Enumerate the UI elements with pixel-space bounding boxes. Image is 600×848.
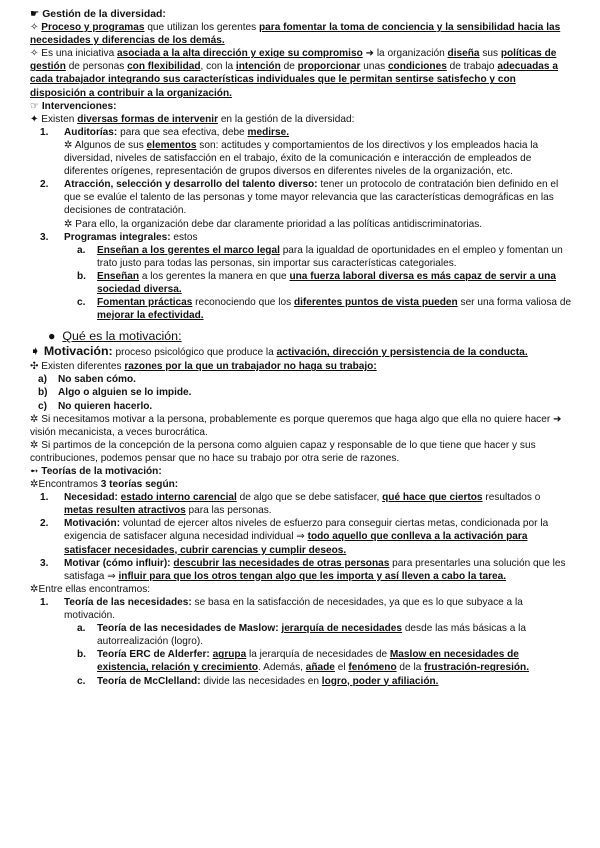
list-item-motivation: 2. Motivación: voluntad de ejercer altos niveles de esfuerzo para conseguir ciertas metas, condicionada por la exigencia de satisfacer alguna necesidad individual ⇒ todo aquello que conlleva a la activación para satisfacer necesidades, cubrir carencias y cumplir deseos. xyxy=(40,518,549,556)
asterisk-icon: ✲ xyxy=(30,479,39,491)
hand-icon: ☞ xyxy=(30,100,40,112)
paragraph-initiative: ✧ Es una iniciativa asociada a la alta dirección y exige su compromiso ➜ la organización diseña sus políticas de gestión de personas con flexibilidad, con la intención de proporcionar unas condiciones de trabajo adecuadas a cada trabajador integrando sus características individuales que le permitan sentirse satisfecho y con disposición a contribuir a la organización. xyxy=(30,48,558,99)
paragraph-motivation-definition: ➧ Motivación: proceso psicológico que produce la activación, dirección y persistencia de la conducta. xyxy=(30,344,528,359)
cross-icon: ✣ xyxy=(30,361,39,373)
asterisk-icon: ✲ xyxy=(64,139,73,151)
sub-item-mcclelland: c. Teoría de McClelland: divide las necesidades en logro, poder y afiliación. xyxy=(77,675,439,687)
paragraph-among: ✲Entre ellas encontramos: xyxy=(30,583,151,595)
asterisk-icon: ✲ xyxy=(64,218,73,230)
sub-item-maslow: a. Teoría de las necesidades de Maslow: jerarquía de necesidades desde las más básicas a la autorrealización (logro). xyxy=(77,623,527,648)
section-title-motivation: ● Qué es la motivación: xyxy=(48,329,182,344)
list-item-motivate: 3. Motivar (cómo influir): descubrir las necesidades de otras personas para presentarles una solución que les satisfaga ⇒ influir para que los otros tengan algo que les importa y así lleven a cabo la tarea. xyxy=(40,557,566,582)
paragraph-reasons-intro: ✣ Existen diferentes razones por la que un trabajador no haga su trabajo: xyxy=(30,361,377,373)
bullet-icon: ● xyxy=(48,329,56,344)
sub-item-programs-c: c. Fomentan prácticas reconociendo que los diferentes puntos de vista pueden ser una forma valiosa de mejorar la efectividad. xyxy=(77,297,572,322)
sparkle-icon: ✧ xyxy=(30,48,39,60)
star-icon: ✦ xyxy=(30,113,39,125)
asterisk-icon: ✲ xyxy=(30,413,39,425)
arrow-icon: ➧ xyxy=(30,344,41,359)
list-item-audits: 1. Auditorías: para que sea efectiva, debe medirse. xyxy=(40,126,290,138)
section-title-diversity: ☛ Gestión de la diversidad: xyxy=(30,9,166,20)
arrow-icon: ➻ xyxy=(30,466,39,477)
subheading-interventions: ☞ Intervenciones: xyxy=(30,100,117,112)
paragraph-mechanistic: ✲ Si necesitamos motivar a la persona, probablemente es porque queremos que haga algo que ella no quiere hacer ➜ visión mecanicista, a veces burocrática. xyxy=(30,413,562,438)
reason-item: b) Algo o alguien se lo impide. xyxy=(38,387,192,399)
asterisk-icon: ✲ xyxy=(30,439,39,451)
sub-item-programs-b: b. Enseñan a los gerentes la manera en que una fuerza laboral diversa es más capaz de servir a una sociedad diversa. xyxy=(77,270,556,295)
paragraph-interventions-intro: ✦ Existen diversas formas de intervenir en la gestión de la diversidad: xyxy=(30,113,355,125)
sub-item-alderfer: b. Teoría ERC de Alderfer: agrupa la jerarquía de necesidades de Maslow en necesidades de existencia, relación y crecimiento. Además, añade el fenómeno de la frustración-regresión. xyxy=(77,649,530,674)
paragraph-theories-intro: ✲Encontramos 3 teorías según: xyxy=(30,479,179,491)
note-audits: ✲ Algunos de sus elementos son: actitudes y comportamientos de los directivos y los empleados hacia la diversidad, niveles de satisfacción en el trabajo, éxito de la comunicación e interacción de empleados de diferentes orígenes, representación de grupos diversos en diferentes niveles de la organización, etc. xyxy=(64,139,539,178)
sub-item-programs-a: a. Enseñan a los gerentes el marco legal para la igualdad de oportunidades en el empleo y fomentan un trato justo para todas las personas, sin importar sus características categoriales. xyxy=(77,244,563,269)
list-item-programs: 3. Programas integrales: estos xyxy=(40,231,198,243)
note-talent: ✲ Para ello, la organización debe dar claramente prioridad a las políticas antidiscriminatorias. xyxy=(64,218,483,230)
paragraph-definition: ✧ Proceso y programas que utilizan los gerentes para fomentar la toma de conciencia y la sensibilidad hacia las necesidades y diferencias de los demás. xyxy=(30,22,561,47)
reason-item: c) No quieren hacerlo. xyxy=(38,400,153,412)
paragraph-responsible: ✲ Si partimos de la concepción de la persona como alguien capaz y responsable de lo que tiene que hacer y sus contribuciones, podemos pensar que no hace su trabajo por otra serie de razones. xyxy=(30,439,536,464)
reason-item: a) No saben cómo. xyxy=(38,374,136,386)
subheading-theories: ➻ Teorías de la motivación: xyxy=(30,466,162,477)
pointing-hand-icon: ☛ xyxy=(30,9,40,20)
list-item-need: 1. Necesidad: estado interno carencial de algo que se debe satisfacer, qué hace que ciertos resultados o metas resulten atractivos para las personas. xyxy=(40,492,541,517)
asterisk-icon: ✲ xyxy=(30,583,39,595)
sparkle-icon: ✧ xyxy=(30,22,39,34)
list-item-needs-theory: 1. Teoría de las necesidades: se basa en la satisfacción de necesidades, ya que es lo que subyace a la motivación. xyxy=(40,596,523,622)
list-item-talent: 2. Atracción, selección y desarrollo del talento diverso: tener un protocolo de contratación bien definido en el que se evalúe el talento de las personas y tome mayor relevancia que las características demográficas en las decisiones de contratación. xyxy=(40,179,559,217)
